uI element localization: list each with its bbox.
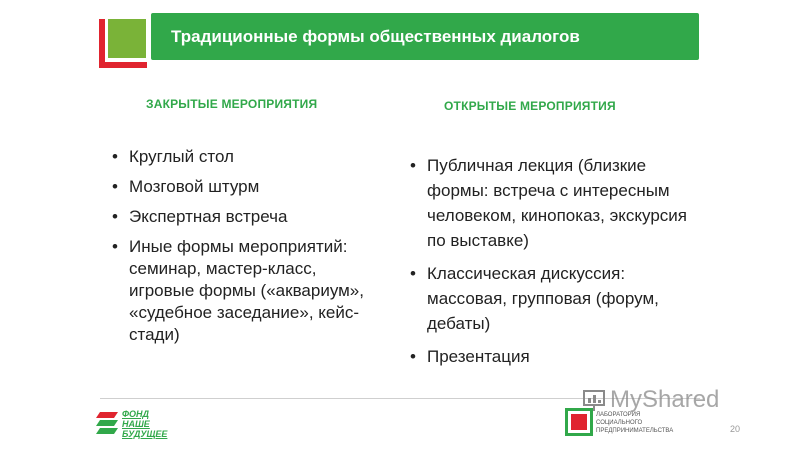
open-events-heading: ОТКРЫТЫЕ МЕРОПРИЯТИЯ bbox=[444, 99, 616, 113]
fond-logo-line3: БУДУЩЕЕ bbox=[122, 429, 168, 439]
list-item: • Презентация bbox=[410, 344, 700, 369]
lab-logo-line3: ПРЕДПРИНИМАТЕЛЬСТВА bbox=[596, 428, 674, 434]
list-item: • Публичная лекция (близкие формы: встреча с интересным человеком, кинопоказ, экскурсия по выставке) bbox=[410, 153, 700, 253]
header-bar bbox=[151, 13, 699, 60]
lab-logo-inner bbox=[571, 414, 587, 430]
fond-logo-line2: НАШЕ bbox=[122, 419, 150, 429]
fond-logo-line1: ФОНД bbox=[122, 409, 150, 419]
page-number: 20 bbox=[730, 424, 741, 434]
closed-events-list bbox=[112, 146, 377, 354]
list-item: • Круглый стол bbox=[112, 146, 377, 168]
lab-logo-line1: ЛАБОРАТОРИЯ bbox=[596, 412, 641, 418]
list-item: • Иные формы мероприятий: семинар, мастер-класс, игровые формы («аквариум», «судебное заседание», кейс-стади) bbox=[112, 236, 377, 346]
lab-logo-line2: СОЦИАЛЬНОГО bbox=[596, 420, 643, 426]
fond-logo-icon bbox=[96, 406, 124, 436]
list-item: • Мозговой штурм bbox=[112, 176, 377, 198]
open-events-list bbox=[410, 153, 700, 377]
list-item: • Экспертная встреча bbox=[112, 206, 377, 228]
closed-events-heading: ЗАКРЫТЫЕ МЕРОПРИЯТИЯ bbox=[146, 97, 318, 111]
presentation-icon bbox=[583, 390, 605, 412]
fond-logo bbox=[96, 406, 186, 442]
slide-title: Традиционные формы общественных диалогов bbox=[171, 27, 580, 46]
header-green-square bbox=[108, 19, 146, 58]
list-item: • Классическая дискуссия: массовая, групповая (форум, дебаты) bbox=[410, 261, 700, 336]
watermark: MyShared bbox=[610, 386, 720, 413]
